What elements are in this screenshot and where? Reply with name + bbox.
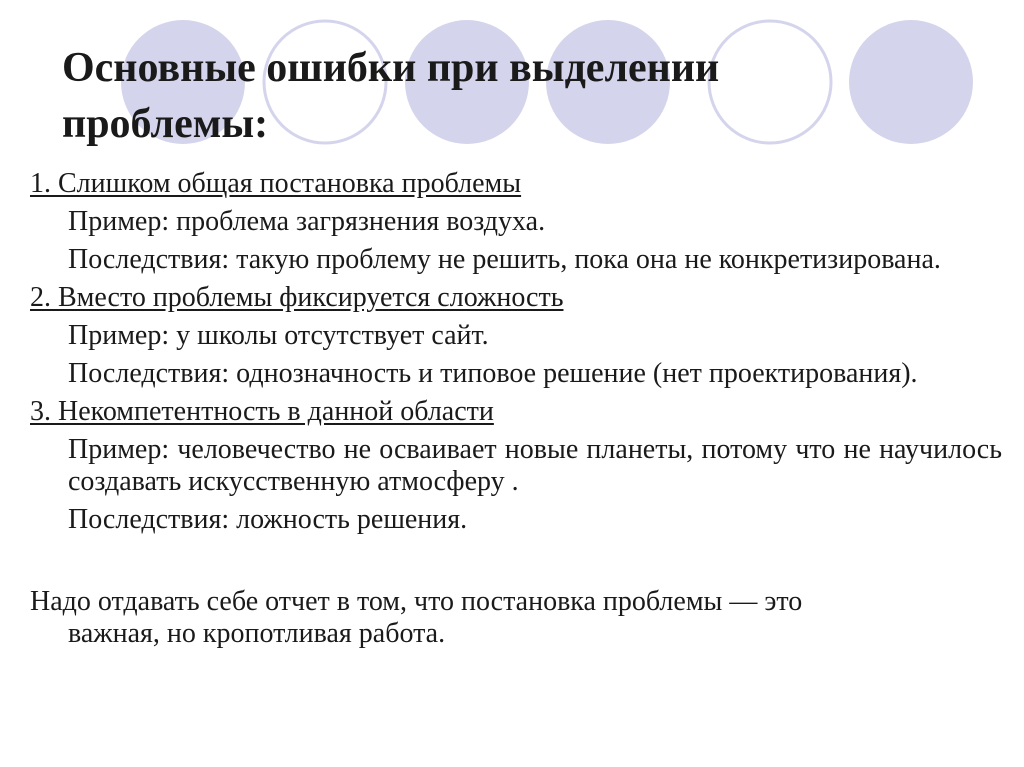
item-2-heading: 2. Вместо проблемы фиксируется сложность	[30, 282, 564, 313]
conclusion-line1: Надо отдавать себе отчет в том, что постановка проблемы — это	[30, 586, 803, 617]
slide-title	[62, 40, 962, 152]
item-3-heading: 3. Некомпетентность в данной области	[30, 396, 494, 427]
item-1-consequence: Последствия: такую проблему не решить, пока она не конкретизирована.	[68, 244, 941, 275]
slide-title-line1: Основные ошибки при выделении	[62, 45, 720, 91]
item-3-consequence: Последствия: ложность решения.	[68, 504, 468, 535]
item-2-consequence: Последствия: однозначность и типовое решение (нет проектирования).	[68, 358, 918, 389]
item-2-example: Пример: у школы отсутствует сайт.	[68, 320, 489, 351]
item-3-example: Пример: человечество не осваивает новые планеты, потому что не научилось создавать искусственную атмосферу .	[68, 434, 1002, 497]
conclusion-line2: важная, но кропотливая работа.	[68, 618, 446, 649]
slide-title-line2: проблемы:	[62, 101, 269, 147]
slide-body	[30, 168, 1002, 650]
item-1-heading: 1. Слишком общая постановка проблемы	[30, 168, 522, 199]
item-1-example: Пример: проблема загрязнения воздуха.	[68, 206, 546, 237]
conclusion	[30, 586, 1002, 650]
